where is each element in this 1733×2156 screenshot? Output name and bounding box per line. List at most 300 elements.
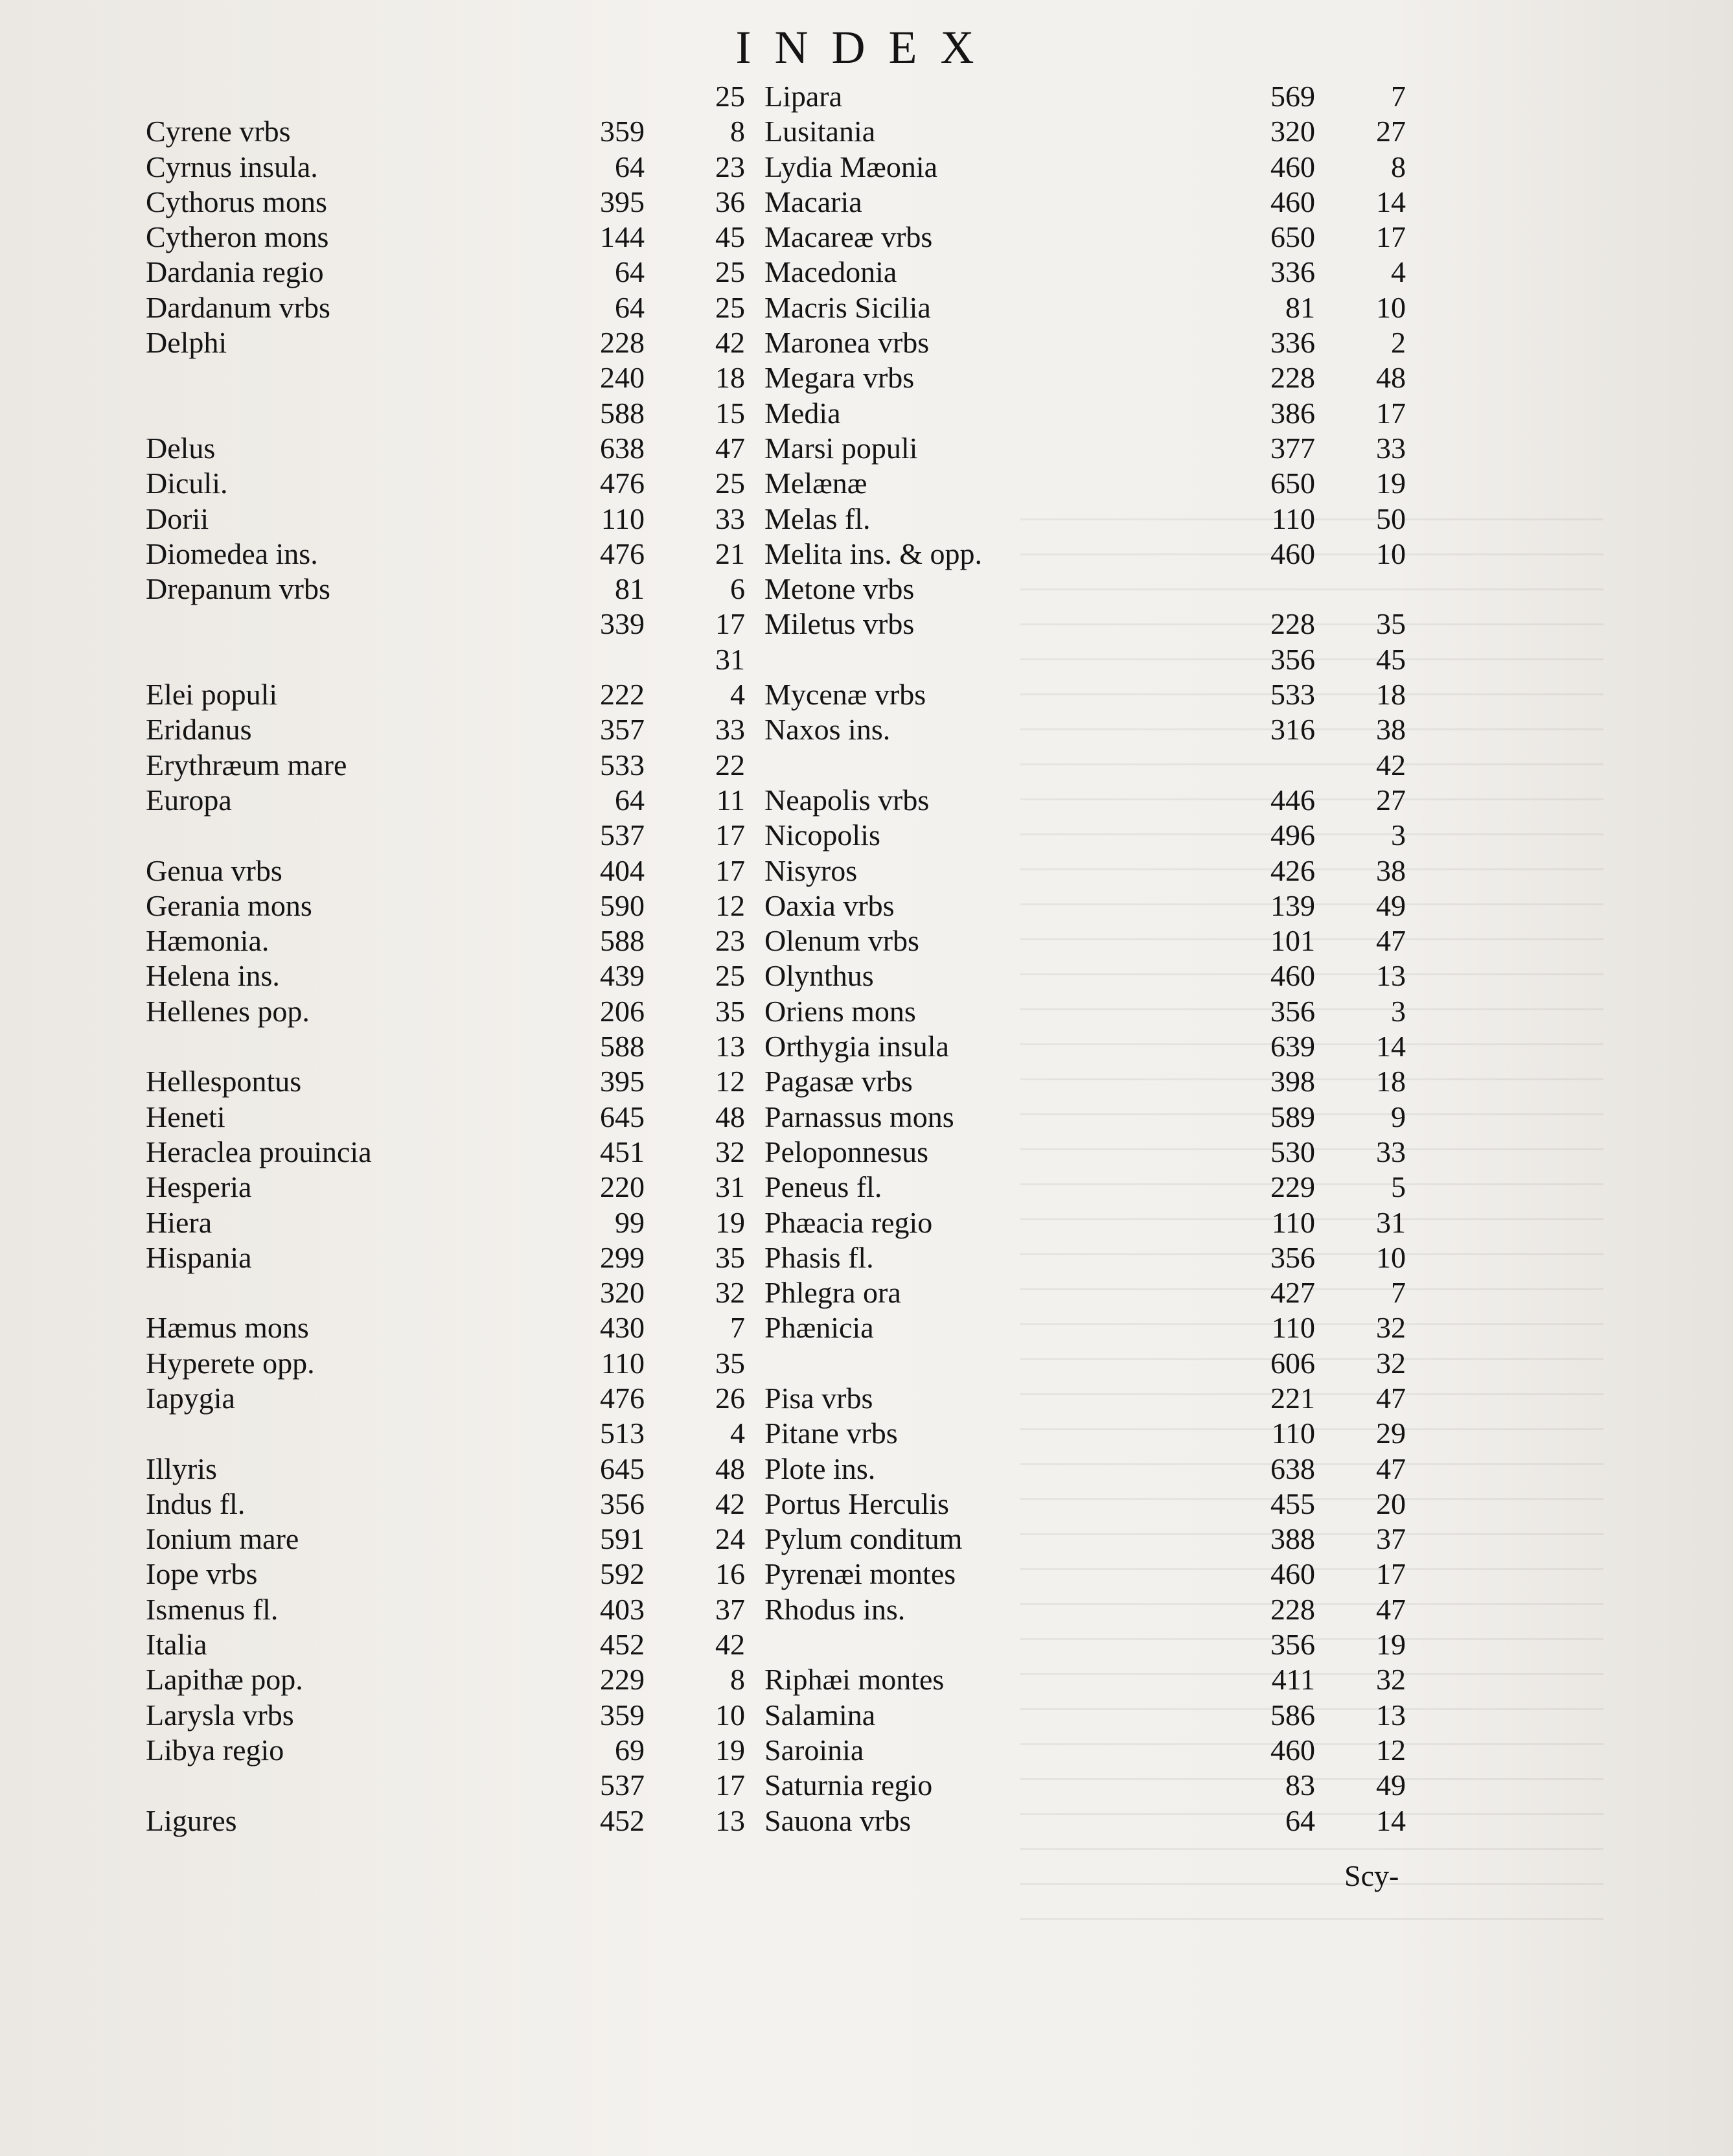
index-entry xyxy=(764,396,1451,431)
entry-page: 588 xyxy=(600,924,645,958)
entry-page: 452 xyxy=(600,1803,645,1837)
entry-page: 356 xyxy=(1270,994,1315,1028)
entry-name: Libya regio xyxy=(146,1733,284,1767)
entry-page: 592 xyxy=(600,1557,645,1591)
index-entry xyxy=(764,1662,1451,1697)
entry-page: 64 xyxy=(615,150,645,183)
entry-line: 42 xyxy=(715,1628,745,1662)
entry-line: 18 xyxy=(1376,678,1406,712)
index-entry xyxy=(146,1698,794,1733)
entry-page: 110 xyxy=(601,502,645,535)
entry-name: Europa xyxy=(146,783,232,817)
entry-name: Delphi xyxy=(146,326,227,360)
entry-page: 336 xyxy=(1270,326,1315,360)
entry-page: 460 xyxy=(1270,1557,1315,1591)
index-entry xyxy=(764,1452,1451,1487)
entry-page: 356 xyxy=(1270,642,1315,676)
entry-page: 228 xyxy=(1270,607,1315,641)
entry-line: 25 xyxy=(715,255,745,289)
index-entry xyxy=(146,396,794,431)
entry-line: 3 xyxy=(1391,994,1406,1028)
entry-name: Elei populi xyxy=(146,678,278,712)
entry-line: 47 xyxy=(715,431,745,465)
index-entry xyxy=(764,748,1451,783)
entry-name: Phæacia regio xyxy=(764,1205,933,1239)
entry-page: 228 xyxy=(1270,361,1315,395)
entry-name: Erythræum mare xyxy=(146,748,347,782)
entry-page: 81 xyxy=(1285,290,1315,324)
entry-line: 12 xyxy=(715,888,745,922)
index-entry xyxy=(146,607,794,642)
index-entry xyxy=(764,431,1451,466)
index-entry xyxy=(146,1346,794,1381)
index-entry xyxy=(146,1662,794,1697)
entry-name: Iapygia xyxy=(146,1381,235,1415)
entry-page: 316 xyxy=(1270,713,1315,747)
entry-name: Lipara xyxy=(764,80,843,113)
entry-name: Macaria xyxy=(764,185,862,218)
index-entry xyxy=(764,958,1451,993)
index-entry xyxy=(146,1733,794,1768)
page-header: INDEX xyxy=(735,21,998,73)
entry-name: Pyrenæi montes xyxy=(764,1557,956,1591)
index-entry xyxy=(146,185,794,220)
entry-line: 36 xyxy=(715,185,745,218)
entry-name: Melas fl. xyxy=(764,502,871,535)
index-entry xyxy=(764,1310,1451,1345)
entry-page: 427 xyxy=(1270,1276,1315,1310)
index-entry xyxy=(764,888,1451,923)
entry-page: 359 xyxy=(600,115,645,148)
entry-line: 37 xyxy=(1376,1522,1406,1556)
index-entry xyxy=(764,1170,1451,1205)
entry-line: 8 xyxy=(1391,150,1406,183)
entry-name: Melænæ xyxy=(764,467,867,500)
entry-line: 18 xyxy=(1376,1065,1406,1098)
entry-page: 589 xyxy=(1270,1100,1315,1133)
index-entry xyxy=(764,1592,1451,1627)
entry-line: 37 xyxy=(715,1592,745,1626)
entry-page: 446 xyxy=(1270,783,1315,817)
entry-page: 638 xyxy=(600,431,645,465)
entry-line: 13 xyxy=(715,1030,745,1063)
entry-page: 388 xyxy=(1270,1522,1315,1556)
entry-page: 64 xyxy=(1285,1803,1315,1837)
entry-line: 12 xyxy=(715,1065,745,1098)
index-entry xyxy=(764,1135,1451,1170)
entry-page: 452 xyxy=(600,1628,645,1662)
entry-line: 4 xyxy=(1391,255,1406,289)
entry-line: 17 xyxy=(1376,396,1406,430)
entry-line: 4 xyxy=(730,678,745,712)
entry-page: 638 xyxy=(1270,1452,1315,1485)
index-entry xyxy=(146,1768,794,1803)
entry-line: 10 xyxy=(1376,537,1406,570)
entry-page: 586 xyxy=(1270,1698,1315,1732)
index-column-right xyxy=(764,79,1451,1838)
entry-name: Peneus fl. xyxy=(764,1170,882,1204)
index-entry xyxy=(764,537,1451,572)
entry-page: 530 xyxy=(1270,1135,1315,1168)
entry-line: 27 xyxy=(1376,783,1406,817)
entry-page: 64 xyxy=(615,783,645,817)
entry-line: 35 xyxy=(715,1240,745,1274)
entry-name: Portus Herculis xyxy=(764,1487,949,1520)
entry-line: 42 xyxy=(715,1487,745,1520)
entry-line: 35 xyxy=(715,1346,745,1380)
entry-name: Saroinia xyxy=(764,1733,864,1767)
entry-line: 17 xyxy=(1376,1557,1406,1591)
entry-line: 33 xyxy=(1376,1135,1406,1168)
entry-line: 10 xyxy=(715,1698,745,1732)
entry-page: 229 xyxy=(600,1663,645,1697)
index-entry xyxy=(146,572,794,607)
index-entry xyxy=(146,1522,794,1557)
entry-line: 23 xyxy=(715,924,745,958)
entry-name: Dorii xyxy=(146,502,209,535)
index-entry xyxy=(764,853,1451,888)
entry-name: Oriens mons xyxy=(764,994,916,1028)
entry-line: 13 xyxy=(715,1803,745,1837)
entry-name: Phasis fl. xyxy=(764,1240,874,1274)
index-entry xyxy=(146,1100,794,1135)
entry-line: 32 xyxy=(1376,1311,1406,1345)
index-entry xyxy=(764,1240,1451,1275)
index-entry xyxy=(764,1557,1451,1592)
entry-page: 591 xyxy=(600,1522,645,1556)
entry-line: 13 xyxy=(1376,1698,1406,1732)
entry-page: 81 xyxy=(615,572,645,606)
entry-name: Parnassus mons xyxy=(764,1100,954,1133)
entry-line: 35 xyxy=(715,994,745,1028)
entry-line: 27 xyxy=(1376,115,1406,148)
entry-page: 403 xyxy=(600,1592,645,1626)
entry-name: Phlegra ora xyxy=(764,1276,901,1310)
entry-name: Drepanum vrbs xyxy=(146,572,330,606)
index-entry xyxy=(146,923,794,958)
entry-line: 10 xyxy=(1376,1240,1406,1274)
index-entry xyxy=(764,1627,1451,1662)
entry-page: 476 xyxy=(600,467,645,500)
entry-page: 320 xyxy=(600,1276,645,1310)
entry-line: 9 xyxy=(1391,1100,1406,1133)
entry-name: Media xyxy=(764,396,841,430)
entry-name: Nicopolis xyxy=(764,818,880,852)
entry-name: Salamina xyxy=(764,1698,876,1732)
entry-line: 50 xyxy=(1376,502,1406,535)
index-entry xyxy=(764,923,1451,958)
index-entry xyxy=(146,114,794,149)
index-entry xyxy=(146,255,794,290)
entry-line: 8 xyxy=(730,115,745,148)
entry-page: 588 xyxy=(600,1030,645,1063)
entry-line: 6 xyxy=(730,572,745,606)
index-entry xyxy=(764,290,1451,325)
index-entry xyxy=(146,642,794,677)
entry-name: Dardanum vrbs xyxy=(146,290,330,324)
entry-line: 25 xyxy=(715,467,745,500)
entry-line: 7 xyxy=(1391,80,1406,113)
entry-page: 229 xyxy=(1270,1170,1315,1204)
index-entry xyxy=(764,220,1451,255)
index-entry xyxy=(146,431,794,466)
index-entry xyxy=(764,994,1451,1029)
entry-line: 11 xyxy=(716,783,745,817)
entry-name: Riphæi montes xyxy=(764,1663,945,1697)
index-entry xyxy=(146,677,794,712)
entry-page: 139 xyxy=(1270,888,1315,922)
entry-name: Neapolis vrbs xyxy=(764,783,930,817)
index-entry xyxy=(764,1100,1451,1135)
entry-name: Ligures xyxy=(146,1803,237,1837)
index-entry xyxy=(146,1205,794,1240)
index-entry xyxy=(764,1275,1451,1310)
entry-line: 24 xyxy=(715,1522,745,1556)
entry-name: Dardania regio xyxy=(146,255,324,289)
entry-line: 45 xyxy=(1376,642,1406,676)
entry-name: Illyris xyxy=(146,1452,217,1485)
entry-line: 38 xyxy=(1376,713,1406,747)
entry-line: 47 xyxy=(1376,1592,1406,1626)
entry-name: Pisa vrbs xyxy=(764,1381,873,1415)
entry-page: 356 xyxy=(600,1487,645,1520)
entry-page: 299 xyxy=(600,1240,645,1274)
entry-name: Maronea vrbs xyxy=(764,326,930,360)
entry-name: Heraclea prouincia xyxy=(146,1135,372,1168)
entry-name: Helena ins. xyxy=(146,959,280,993)
entry-page: 377 xyxy=(1270,431,1315,465)
entry-line: 23 xyxy=(715,150,745,183)
entry-line: 38 xyxy=(1376,853,1406,887)
entry-line: 2 xyxy=(1391,326,1406,360)
entry-name: Melita ins. & opp. xyxy=(764,537,983,570)
entry-line: 17 xyxy=(715,607,745,641)
entry-name: Sauona vrbs xyxy=(764,1803,912,1837)
index-entry xyxy=(146,994,794,1029)
index-entry xyxy=(146,1592,794,1627)
entry-line: 8 xyxy=(730,1663,745,1697)
index-entry xyxy=(146,1240,794,1275)
entry-name: Heneti xyxy=(146,1100,225,1133)
entry-line: 19 xyxy=(1376,1628,1406,1662)
entry-page: 404 xyxy=(600,853,645,887)
entry-line: 48 xyxy=(715,1100,745,1133)
entry-name: Pagasæ vrbs xyxy=(764,1065,913,1098)
entry-page: 386 xyxy=(1270,396,1315,430)
index-entry xyxy=(146,818,794,853)
entry-name: Indus fl. xyxy=(146,1487,246,1520)
entry-page: 64 xyxy=(615,290,645,324)
index-entry xyxy=(146,783,794,818)
entry-name: Iope vrbs xyxy=(146,1557,258,1591)
entry-page: 496 xyxy=(1270,818,1315,852)
catchword: Scy- xyxy=(1344,1859,1399,1892)
entry-name: Italia xyxy=(146,1628,207,1662)
entry-page: 460 xyxy=(1270,185,1315,218)
entry-page: 240 xyxy=(600,361,645,395)
entry-page: 439 xyxy=(600,959,645,993)
entry-name: Phænicia xyxy=(764,1311,874,1345)
entry-name: Diomedea ins. xyxy=(146,537,318,570)
index-entry xyxy=(764,1803,1451,1838)
index-entry xyxy=(764,783,1451,818)
entry-page: 320 xyxy=(1270,115,1315,148)
index-entry xyxy=(764,325,1451,360)
entry-name: Nisyros xyxy=(764,853,858,887)
entry-name: Cythorus mons xyxy=(146,185,327,218)
index-entry xyxy=(146,853,794,888)
entry-line: 14 xyxy=(1376,1030,1406,1063)
entry-name: Macris Sicilia xyxy=(764,290,931,324)
entry-line: 42 xyxy=(715,326,745,360)
index-entry xyxy=(764,1205,1451,1240)
entry-line: 14 xyxy=(1376,185,1406,218)
entry-name: Lapithæ pop. xyxy=(146,1663,303,1697)
entry-name: Hyperete opp. xyxy=(146,1346,315,1380)
entry-name: Hæmonia. xyxy=(146,924,270,958)
entry-name: Hæmus mons xyxy=(146,1311,309,1345)
entry-page: 144 xyxy=(600,220,645,254)
entry-name: Olynthus xyxy=(764,959,874,993)
entry-name: Larysla vrbs xyxy=(146,1698,294,1732)
index-entry xyxy=(764,1416,1451,1451)
index-entry xyxy=(764,1064,1451,1099)
entry-line: 25 xyxy=(715,959,745,993)
index-entry xyxy=(146,712,794,747)
index-entry xyxy=(146,958,794,993)
entry-page: 533 xyxy=(1270,678,1315,712)
entry-line: 17 xyxy=(715,1768,745,1802)
index-entry xyxy=(764,360,1451,395)
entry-name: Mycenæ vrbs xyxy=(764,678,926,712)
entry-page: 569 xyxy=(1270,80,1315,113)
entry-page: 513 xyxy=(600,1417,645,1450)
index-entry xyxy=(764,1381,1451,1416)
index-entry xyxy=(764,255,1451,290)
index-entry xyxy=(764,1733,1451,1768)
entry-line: 20 xyxy=(1376,1487,1406,1520)
index-entry xyxy=(146,1627,794,1662)
entry-name: Megara vrbs xyxy=(764,361,915,395)
entry-page: 356 xyxy=(1270,1240,1315,1274)
entry-line: 14 xyxy=(1376,1803,1406,1837)
entry-line: 19 xyxy=(715,1205,745,1239)
entry-name: Macareæ vrbs xyxy=(764,220,933,254)
entry-line: 17 xyxy=(1376,220,1406,254)
entry-name: Ismenus fl. xyxy=(146,1592,279,1626)
entry-line: 29 xyxy=(1376,1417,1406,1450)
entry-page: 430 xyxy=(600,1311,645,1345)
entry-line: 19 xyxy=(715,1733,745,1767)
entry-line: 5 xyxy=(1391,1170,1406,1204)
entry-page: 110 xyxy=(1271,1205,1315,1239)
index-entry xyxy=(764,677,1451,712)
entry-line: 33 xyxy=(1376,431,1406,465)
index-entry xyxy=(764,502,1451,537)
index-entry xyxy=(146,1275,794,1310)
entry-page: 451 xyxy=(600,1135,645,1168)
entry-line: 25 xyxy=(715,290,745,324)
entry-name: Hispania xyxy=(146,1240,252,1274)
entry-page: 110 xyxy=(601,1346,645,1380)
entry-page: 110 xyxy=(1271,1417,1315,1450)
entry-line: 15 xyxy=(715,396,745,430)
entry-line: 49 xyxy=(1376,1768,1406,1802)
index-entry xyxy=(764,1768,1451,1803)
index-entry xyxy=(146,537,794,572)
entry-line: 7 xyxy=(730,1311,745,1345)
entry-page: 650 xyxy=(1270,467,1315,500)
entry-line: 48 xyxy=(715,1452,745,1485)
entry-name: Rhodus ins. xyxy=(764,1592,906,1626)
entry-page: 110 xyxy=(1271,1311,1315,1345)
index-entry xyxy=(146,1416,794,1451)
entry-name: Delus xyxy=(146,431,216,465)
entry-page: 411 xyxy=(1271,1663,1315,1697)
entry-page: 395 xyxy=(600,185,645,218)
entry-name: Pylum conditum xyxy=(764,1522,963,1556)
entry-name: Plote ins. xyxy=(764,1452,876,1485)
entry-page: 395 xyxy=(600,1065,645,1098)
entry-page: 588 xyxy=(600,396,645,430)
entry-page: 476 xyxy=(600,1381,645,1415)
entry-name: Oaxia vrbs xyxy=(764,888,895,922)
entry-page: 336 xyxy=(1270,255,1315,289)
entry-line: 32 xyxy=(1376,1663,1406,1697)
entry-page: 398 xyxy=(1270,1065,1315,1098)
entry-name: Saturnia regio xyxy=(764,1768,933,1802)
entry-name: Metone vrbs xyxy=(764,572,915,606)
entry-line: 17 xyxy=(715,818,745,852)
entry-page: 228 xyxy=(600,326,645,360)
index-entry xyxy=(146,1170,794,1205)
entry-line: 25 xyxy=(715,80,745,113)
index-entry xyxy=(764,150,1451,185)
entry-name: Miletus vrbs xyxy=(764,607,915,641)
entry-name: Peloponnesus xyxy=(764,1135,928,1168)
index-entry xyxy=(764,607,1451,642)
entry-page: 64 xyxy=(615,255,645,289)
entry-name: Ionium mare xyxy=(146,1522,299,1556)
index-entry xyxy=(764,642,1451,677)
index-entry xyxy=(146,1487,794,1522)
entry-page: 645 xyxy=(600,1452,645,1485)
entry-page: 455 xyxy=(1270,1487,1315,1520)
entry-name: Cyrnus insula. xyxy=(146,150,318,183)
index-entry xyxy=(764,114,1451,149)
entry-line: 7 xyxy=(1391,1276,1406,1310)
entry-page: 650 xyxy=(1270,220,1315,254)
entry-name: Orthygia insula xyxy=(764,1030,949,1063)
entry-page: 206 xyxy=(600,994,645,1028)
entry-name: Olenum vrbs xyxy=(764,924,919,958)
index-column-left xyxy=(146,79,794,1838)
entry-name: Eridanus xyxy=(146,713,252,747)
index-entry xyxy=(764,466,1451,501)
index-entry xyxy=(146,1064,794,1099)
entry-line: 17 xyxy=(715,853,745,887)
entry-line: 4 xyxy=(730,1417,745,1450)
entry-line: 47 xyxy=(1376,1452,1406,1485)
index-entry xyxy=(146,1135,794,1170)
entry-name: Diculi. xyxy=(146,467,228,500)
entry-name: Genua vrbs xyxy=(146,853,282,887)
index-entry xyxy=(146,1452,794,1487)
index-entry xyxy=(764,1698,1451,1733)
entry-name: Lusitania xyxy=(764,115,876,148)
entry-line: 3 xyxy=(1391,818,1406,852)
entry-page: 357 xyxy=(600,713,645,747)
